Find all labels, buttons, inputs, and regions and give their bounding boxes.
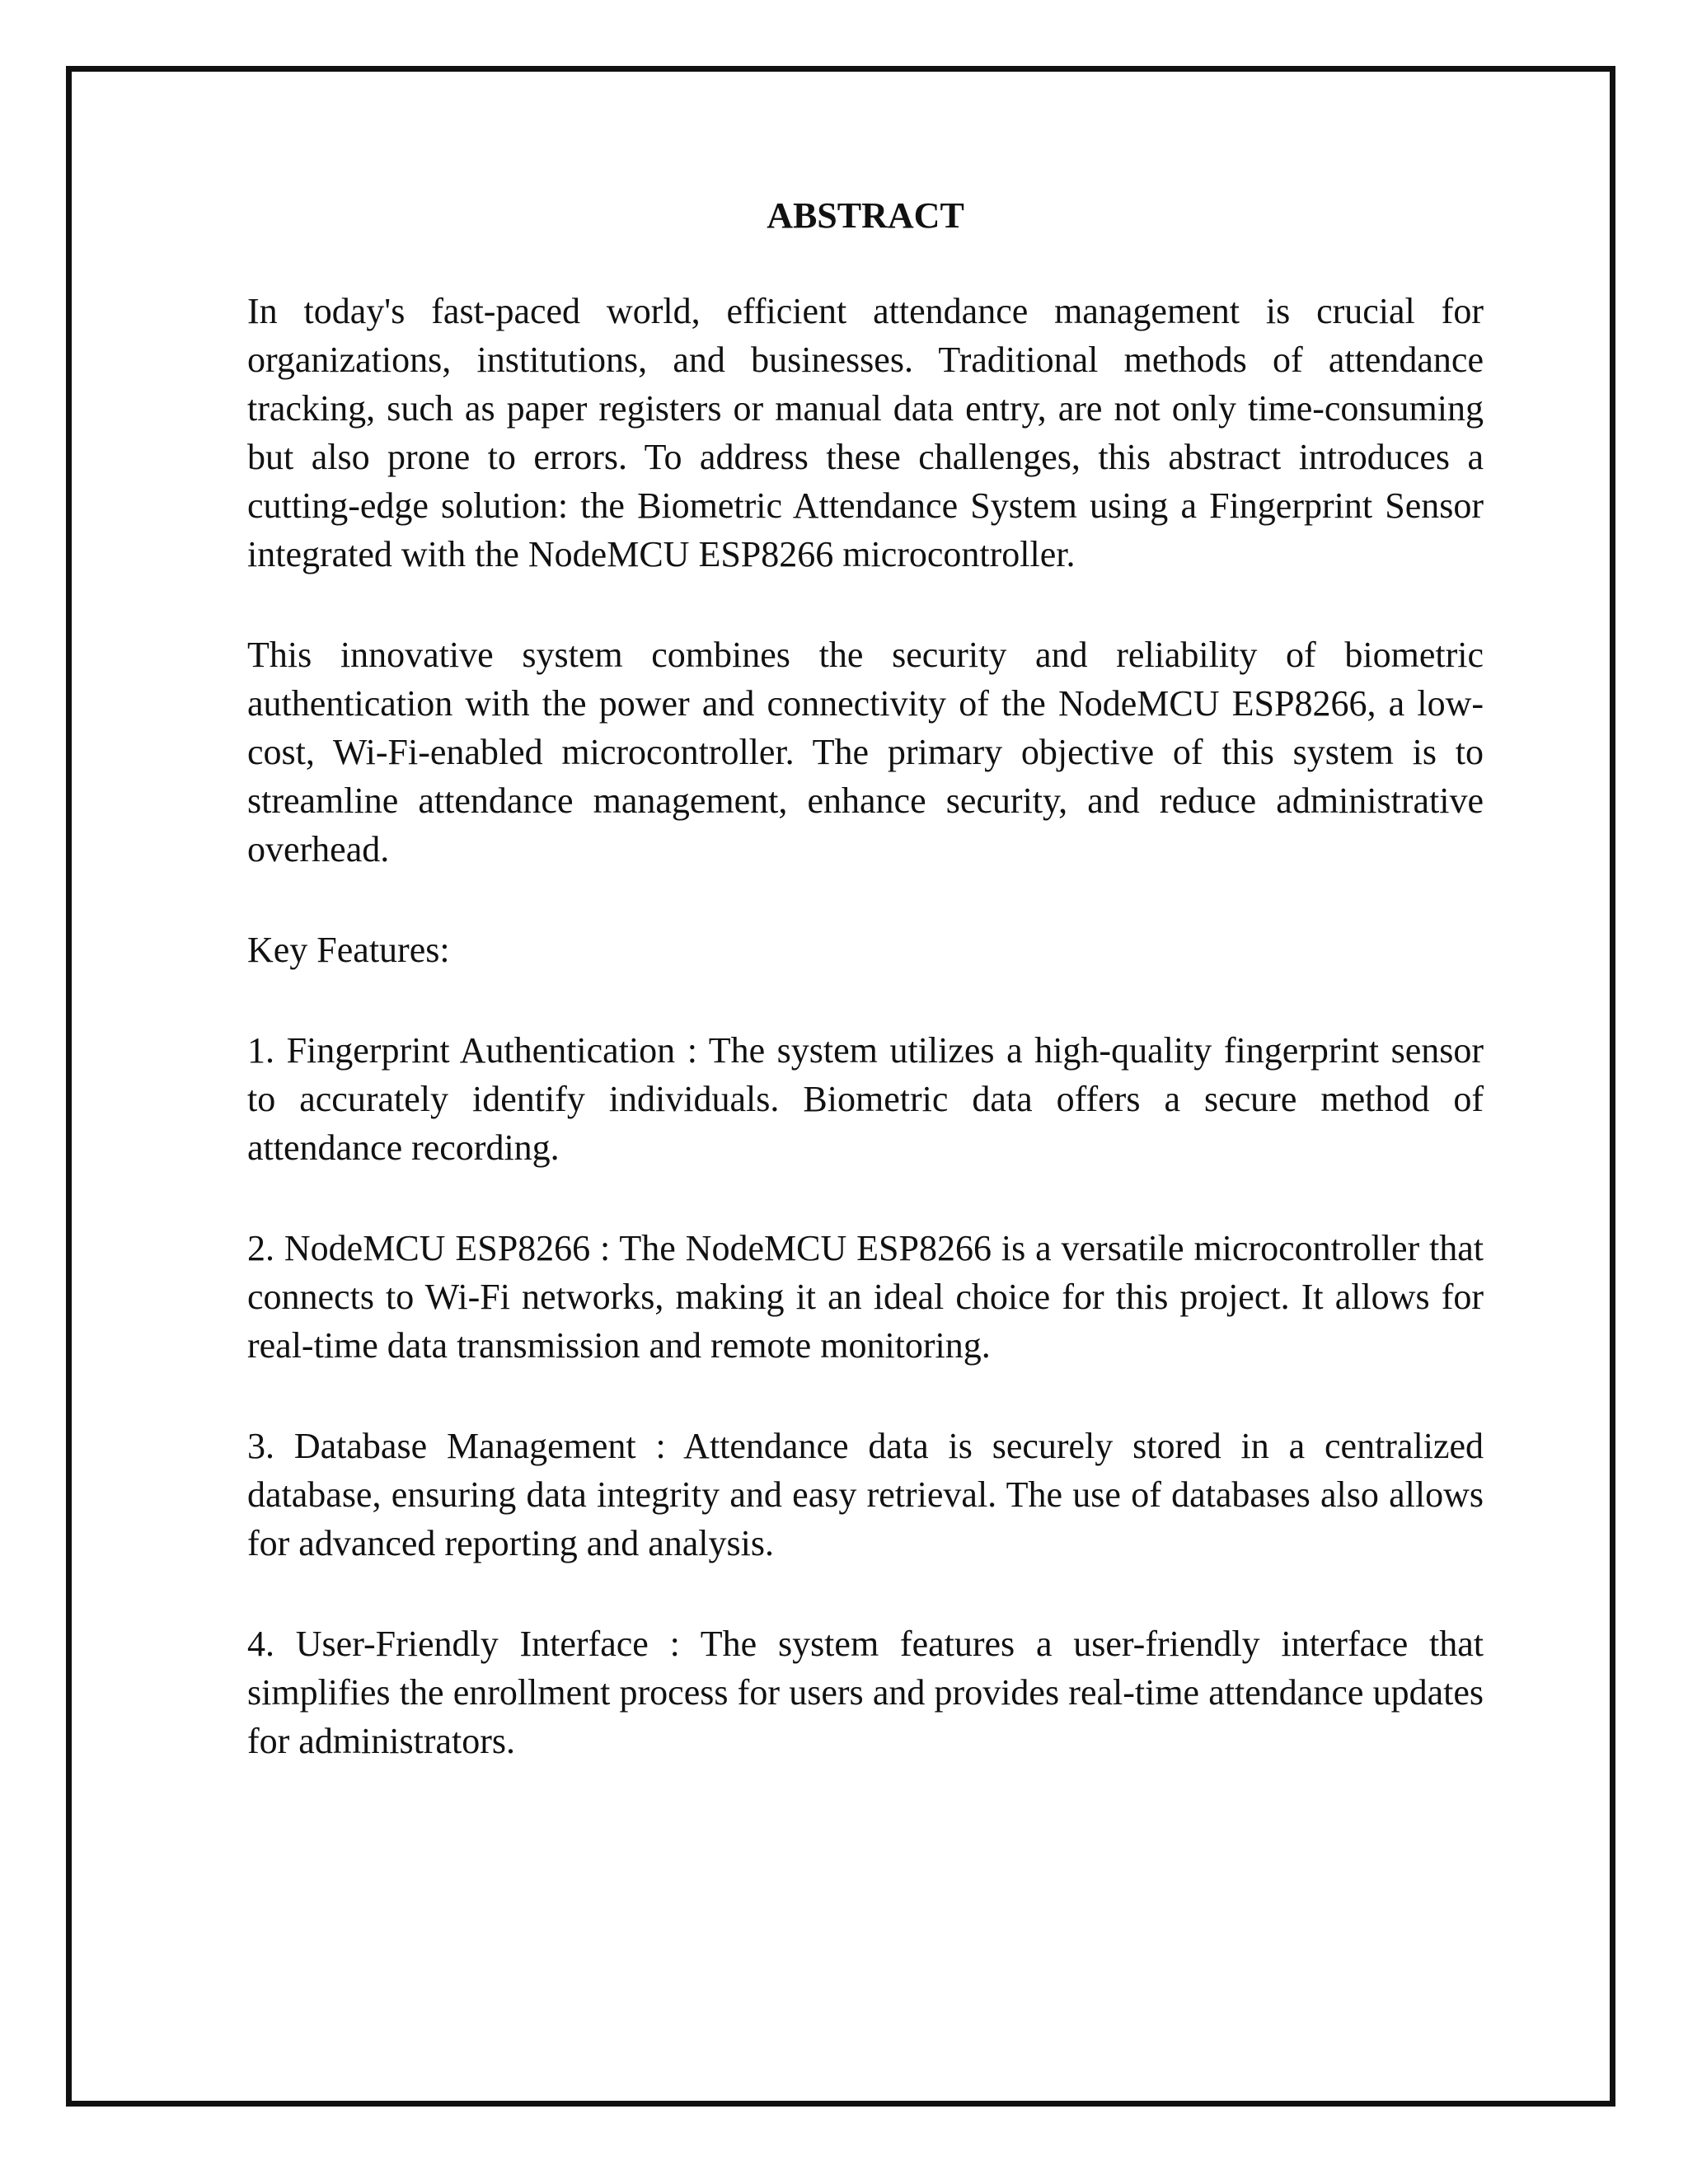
feature-item: 1. Fingerprint Authentication : The system utilizes a high-quality fingerprint sensor to accurately identify individuals. Biometric data offers a secure method of attendance recording. [247,1030,1484,1168]
paragraph: This innovative system combines the security and reliability of biometric authentication with the power and connectivity of the NodeMCU ESP8266, a low-cost, Wi-Fi-enabled microcontroller. The primary objective of this system is to streamline attendance management, enhance security, and reduce administrative overhead. [247,635,1484,869]
page-title: ABSTRACT [767,195,964,236]
document-body [247,191,1484,1817]
features-heading: Key Features: [247,930,450,970]
feature-item: 3. Database Management : Attendance data is securely stored in a centralized database, ensuring data integrity and easy retrieval. The use of databases also allows for advanced reporting and analysis. [247,1426,1484,1563]
feature-item: 2. NodeMCU ESP8266 : The NodeMCU ESP8266 is a versatile microcontroller that connects to Wi-Fi networks, making it an ideal choice for this project. It allows for real-time data transmission and remote monitoring. [247,1228,1484,1366]
paragraph: In today's fast-paced world, efficient attendance management is crucial for organizations, institutions, and businesses. Traditional methods of attendance tracking, such as paper registers or manual data entry, are not only time-consuming but also prone to errors. To address these challenges, this abstract introduces a cutting-edge solution: the Biometric Attendance System using a Fingerprint Sensor integrated with the NodeMCU ESP8266 microcontroller. [247,291,1484,574]
feature-item: 4. User-Friendly Interface : The system features a user-friendly interface that simplifies the enrollment process for users and provides real-time attendance updates for administrators. [247,1624,1484,1761]
